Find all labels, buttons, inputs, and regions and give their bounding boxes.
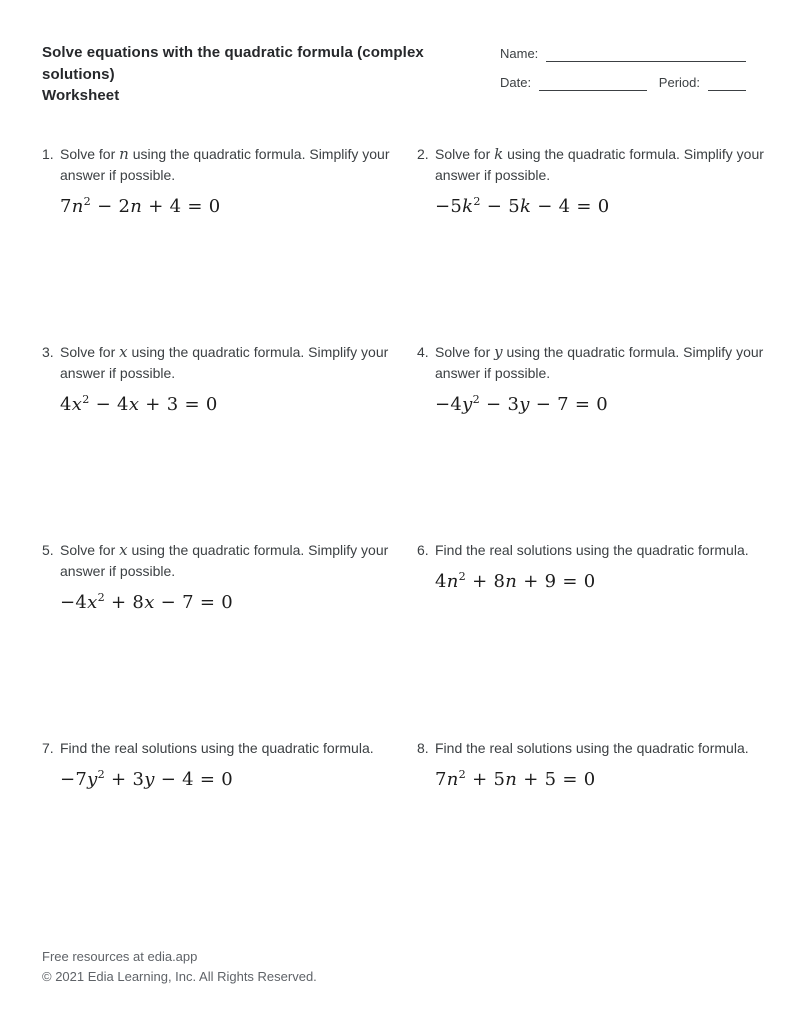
- problem-item: [42, 540, 390, 738]
- problem-item: [417, 144, 765, 342]
- problem-item: [42, 342, 390, 540]
- problem-number: 8.: [417, 740, 429, 756]
- problem-grid: [42, 144, 765, 936]
- problem-number: 7.: [42, 740, 54, 756]
- date-blank-line: [539, 76, 647, 91]
- problem-body: [60, 540, 390, 613]
- footer-resources-line: Free resources at edia.app: [42, 949, 198, 964]
- problem-equation: $-4x^2 + 8x - 7 = 0$: [60, 591, 233, 613]
- problem-equation: $7n^2 - 2n + 4 = 0$: [60, 195, 221, 217]
- prompt-text: Solve for: [435, 146, 495, 162]
- problem-prompt: [60, 540, 390, 582]
- problem-number: 5.: [42, 542, 54, 558]
- problem-equation: $4n^2 + 8n + 9 = 0$: [435, 570, 596, 592]
- period-label: Period:: [658, 75, 700, 90]
- problem-equation: $4x^2 - 4x + 3 = 0$: [60, 393, 218, 415]
- problem-prompt: [435, 540, 765, 561]
- problem-item: [417, 342, 765, 540]
- problem-body: [60, 342, 390, 415]
- problem-equation: $7n^2 + 5n + 5 = 0$: [435, 768, 596, 790]
- problem-prompt: [435, 144, 765, 186]
- problem-number: 4.: [417, 344, 429, 360]
- prompt-text: using the quadratic formula. Simplify your answer if possible.: [435, 146, 764, 183]
- problem-equation: $-4y^2 - 3y - 7 = 0$: [435, 393, 609, 415]
- prompt-text: using the quadratic formula. Simplify your answer if possible.: [60, 344, 389, 381]
- date-label: Date:: [500, 75, 532, 90]
- prompt-text: Solve for: [60, 146, 120, 162]
- name-blank-line: [546, 47, 746, 62]
- problem-number: 2.: [417, 146, 429, 162]
- prompt-text: Find the real solutions using the quadratic formula.: [60, 740, 374, 756]
- math-variable: y: [494, 343, 503, 361]
- problem-prompt: [435, 342, 765, 384]
- problem-prompt: [60, 144, 390, 186]
- problem-item: [417, 738, 765, 936]
- math-variable: k: [494, 145, 504, 163]
- period-blank-line: [708, 76, 746, 91]
- footer-copyright-line: © 2021 Edia Learning, Inc. All Rights Reserved.: [42, 968, 317, 984]
- prompt-text: using the quadratic formula. Simplify your answer if possible.: [435, 344, 764, 381]
- problem-body: [435, 738, 765, 790]
- problem-prompt: [60, 738, 390, 759]
- date-period-field-row: [500, 75, 746, 91]
- problem-prompt: [435, 738, 765, 759]
- student-info-fields: [500, 46, 746, 91]
- problem-body: [435, 342, 765, 415]
- problem-item: [42, 738, 390, 936]
- page-title-line1: Solve equations with the quadratic formula (complex solutions): [42, 44, 424, 83]
- prompt-text: Find the real solutions using the quadratic formula.: [435, 542, 749, 558]
- problem-prompt: [60, 342, 390, 384]
- math-variable: x: [119, 541, 128, 559]
- problem-number: 1.: [42, 146, 54, 162]
- page-footer: [42, 947, 317, 986]
- name-label: Name:: [500, 46, 539, 61]
- prompt-text: Solve for: [435, 344, 495, 360]
- math-variable: x: [119, 343, 128, 361]
- problem-body: [435, 540, 765, 592]
- name-field-row: [500, 46, 746, 62]
- prompt-text: using the quadratic formula. Simplify your answer if possible.: [60, 542, 389, 579]
- problem-equation: $-5k^2 - 5k - 4 = 0$: [435, 195, 610, 217]
- math-variable: n: [119, 145, 129, 163]
- prompt-text: Find the real solutions using the quadratic formula.: [435, 740, 749, 756]
- problem-equation: $-7y^2 + 3y - 4 = 0$: [60, 768, 234, 790]
- prompt-text: using the quadratic formula. Simplify your answer if possible.: [60, 146, 390, 183]
- problem-body: [60, 738, 390, 790]
- problem-item: [417, 540, 765, 738]
- problem-body: [435, 144, 765, 217]
- prompt-text: Solve for: [60, 344, 120, 360]
- problem-body: [60, 144, 390, 217]
- problem-item: [42, 144, 390, 342]
- page-title: [42, 42, 492, 107]
- problem-number: 3.: [42, 344, 54, 360]
- problem-number: 6.: [417, 542, 429, 558]
- prompt-text: Solve for: [60, 542, 120, 558]
- page-title-line2: Worksheet: [42, 87, 120, 104]
